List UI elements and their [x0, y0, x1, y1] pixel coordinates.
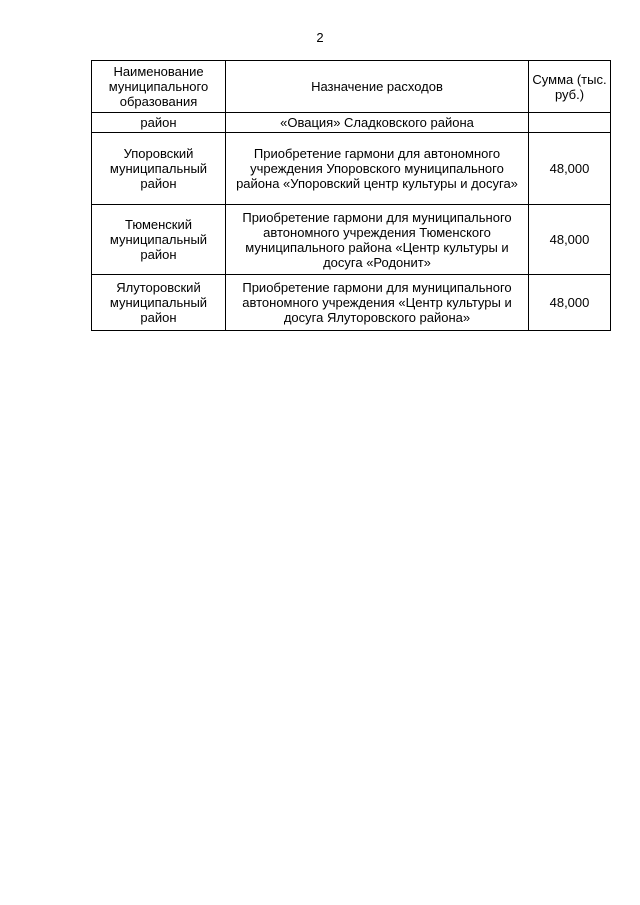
table-header-row	[92, 61, 611, 113]
cell-purpose: Приобретение гармони для муниципального автономного учреждения «Центр культуры и досуга Ялуторовского района»	[226, 275, 529, 331]
expenses-table	[91, 60, 611, 331]
cell-purpose: Приобретение гармони для муниципального автономного учреждения Тюменского муниципального района «Центр культуры и досуга «Родонит»	[226, 205, 529, 275]
table-row	[92, 205, 611, 275]
cell-amount: 48,000	[529, 205, 611, 275]
table-row-continuation	[92, 113, 611, 133]
header-purpose: Назначение расходов	[226, 61, 529, 113]
table-row	[92, 275, 611, 331]
table-row	[92, 133, 611, 205]
page-number: 2	[316, 30, 324, 45]
cell-municipality: Упоровский муниципальный район	[92, 133, 226, 205]
cell-municipality: Тюменский муниципальный район	[92, 205, 226, 275]
cell-municipality: Ялуторовский муниципальный район	[92, 275, 226, 331]
header-amount: Сумма (тыс. руб.)	[529, 61, 611, 113]
cell-amount: 48,000	[529, 275, 611, 331]
cell-municipality: район	[92, 113, 226, 133]
cell-purpose: «Овация» Сладковского района	[226, 113, 529, 133]
header-municipality: Наименование муниципального образования	[92, 61, 226, 113]
cell-amount: 48,000	[529, 133, 611, 205]
cell-purpose: Приобретение гармони для автономного учреждения Упоровского муниципального района «Упоровский центр культуры и досуга»	[226, 133, 529, 205]
cell-amount	[529, 113, 611, 133]
